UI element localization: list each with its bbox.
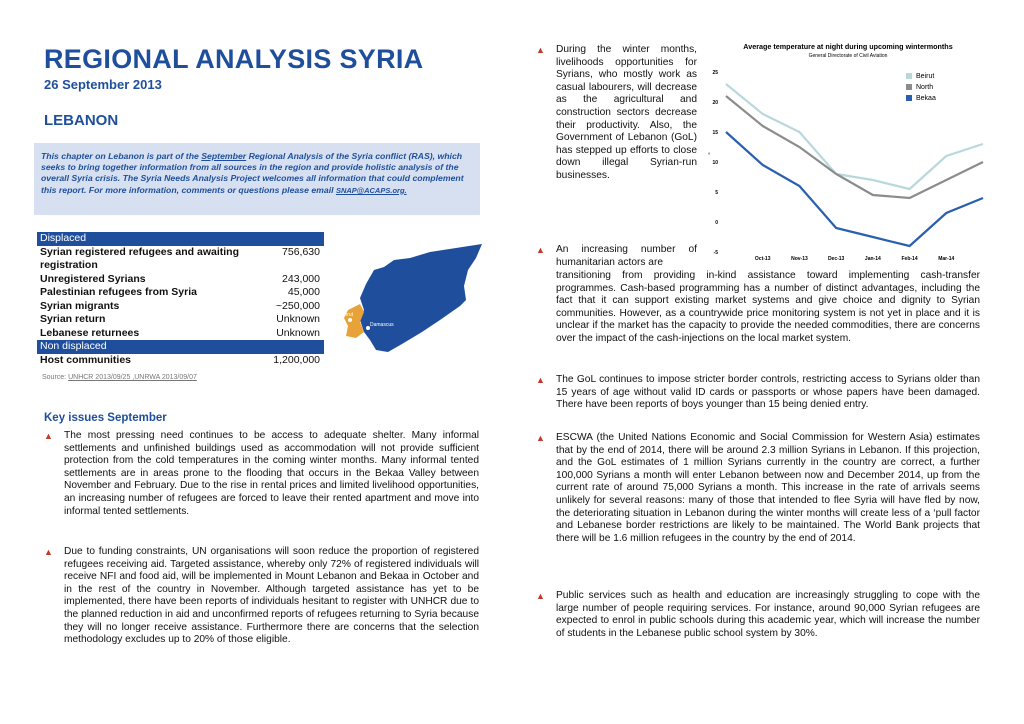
x-tick-label: Mar-14 xyxy=(938,256,955,262)
table-source xyxy=(42,372,197,381)
bullet-text: An increasing number of humanitarian actors are xyxy=(556,244,697,268)
list-item xyxy=(536,244,697,269)
chart-title: Average temperature at night during upcoming wintermonths xyxy=(743,42,953,51)
row-value: 243,000 xyxy=(282,272,320,285)
series-line-bekaa xyxy=(726,132,983,246)
row-label: Syrian return xyxy=(40,313,106,325)
y-tick-label: -5 xyxy=(713,250,718,256)
series-line-north xyxy=(726,96,983,198)
list-item xyxy=(44,546,479,647)
y-tick-label: 25 xyxy=(712,70,718,76)
bullet-text: transitioning from providing in-kind assistance toward implementing cash-transfer programmes. Cash-based programming has a number of distinct advantages, including the fact that it can support existing market systems and give choice and dignity to Syrian communities. However, as a countrywide price monitoring system is not yet in place and it is unclear if the market has the capacity to provide the needed commodities, there are concerns over the impact of the cash-injections on the local market system. xyxy=(556,270,980,344)
row-value: Unknown xyxy=(276,313,320,325)
legend-label: Beirut xyxy=(916,73,935,80)
bullet-text: Due to funding constraints, UN organisations will soon reduce the proportion of registered refugees receiving aid. Targeted assistance, whereby only 72% of registered individuals will receive NFI and food aid, will be implemented in Mount Lebanon and Bekaa in October and in the rest of the country in November. Although targeted assistance has yet to be implemented, there have been reports of individuals hesitant to register with UNHCR due to the planned reduction in aid and unconfirmed reports of refugees returning to Syria because they will no longer receive assistance. Furthermore there are concerns that the selection methodology excludes up to 20% of those eligible. xyxy=(64,546,479,646)
intro-text-1: This chapter on Lebanon is part of the xyxy=(41,151,202,161)
y-tick-label: 20 xyxy=(712,100,718,106)
non-displaced-header-row xyxy=(37,340,324,354)
x-tick-label: Jan-14 xyxy=(864,256,881,262)
y-tick-label: 10 xyxy=(712,160,718,166)
source-prefix: Source: xyxy=(42,374,69,381)
displaced-header: Displaced xyxy=(37,232,324,246)
row-label: Palestinian refugees from Syria xyxy=(40,286,197,298)
x-tick-label: Feb-14 xyxy=(901,256,918,262)
chart-subtitle: General Directorate of Civil Aviation xyxy=(808,53,888,59)
y-tick-label: 15 xyxy=(712,130,718,136)
population-table xyxy=(37,232,324,367)
bullet-icon: ▲ xyxy=(44,431,53,441)
report-date: 26 September 2013 xyxy=(44,77,162,92)
bullet-text: During the winter months, livelihoods opportunities for Syrians, who mostly work as casual labourers, will decrease as the agricultural and construction sectors decrease their productivity. Also, the Government of Lebanon (GoL) has stepped up efforts to close down illegal Syrian-run businesses. xyxy=(556,44,697,181)
page-title: REGIONAL ANALYSIS SYRIA xyxy=(44,44,424,74)
row-label: Syrian registered refugees and awaiting registration xyxy=(40,245,239,271)
bullet-text: Public services such as health and education are increasingly struggling to cope with the large number of people requiring services. For instance, around 90,000 Syrian refugees are expected to enrol in public schools during this academic year, which will increase the number of students in the Lebanese public school system by 30%. xyxy=(556,590,980,639)
list-item xyxy=(536,432,980,545)
y-ticks xyxy=(712,70,718,256)
temperature-chart xyxy=(706,40,990,272)
table-row xyxy=(37,354,324,368)
series-lines xyxy=(726,84,983,246)
row-label: Unregistered Syrians xyxy=(40,272,146,285)
intro-box xyxy=(34,143,480,215)
table-row xyxy=(37,286,324,300)
bullet-icon: ▲ xyxy=(536,591,545,601)
september-link[interactable]: September xyxy=(201,151,247,161)
x-tick-label: Oct-13 xyxy=(754,256,771,262)
table-row xyxy=(37,327,324,341)
beirut-marker xyxy=(348,318,352,322)
displaced-header-row xyxy=(37,232,324,246)
damascus-label: Damascus xyxy=(370,322,394,328)
legend-label: North xyxy=(916,84,934,91)
row-value: 1,200,000 xyxy=(273,353,320,366)
bullet-text: The most pressing need continues to be access to adequate shelter. Many informal settlements and unfinished buildings used as accommodation will not provide sufficient protection from the cold temperatures in the coming winter months. Many informal tented settlements are in areas prone to the flooding that occurs in the Bekaa Valley between November and February. Due to the rise in rental prices and limited livelihood opportunities, an increasing number of refugees are forced to leave their rented apartment and move into informal tented settlements. xyxy=(64,430,479,517)
key-issues-heading: Key issues September xyxy=(44,412,167,424)
bullet-icon: ▲ xyxy=(536,375,545,385)
x-ticks xyxy=(755,256,955,262)
table-row xyxy=(37,313,324,327)
intro-text-2: Regional Analysis of the Syria conflict (RAS), which seeks to bring together information from all sources in the region and provide holistic analysis of the overall Syria crisis. The Syria Needs Analysis Project welcomes all information that could complement this report. For more information, comments or questions please email xyxy=(41,151,464,195)
row-value: 45,000 xyxy=(287,286,320,298)
country-heading: LEBANON xyxy=(44,112,119,129)
list-item-continued xyxy=(556,270,980,346)
list-item xyxy=(44,430,479,518)
chart-legend xyxy=(906,73,936,102)
list-item xyxy=(536,590,980,640)
row-value: 756,630 xyxy=(282,245,320,258)
series-line-beirut xyxy=(726,84,983,189)
table-row xyxy=(37,246,324,273)
row-label: Host communities xyxy=(40,353,132,366)
bullet-icon: ▲ xyxy=(536,45,545,55)
x-tick-label: Nov-13 xyxy=(791,256,808,262)
y-tick-label: 5 xyxy=(715,190,718,196)
non-displaced-header: Non displaced xyxy=(37,340,324,354)
bullet-text: ESCWA (the United Nations Economic and Social Commission for Western Asia) estimates that by the end of 2014, there will be around 2.3 million Syrians in Lebanon. If this projection, and the GoL estimates of 1 million Syrians currently in the country are correct, a further 100,000 Syrians a month will enter Lebanon between now and December 2014, up from the current rate of around 75,000 Syrians a month. This increase in the rate of arrivals seems unlikely for several reasons: many of those that intended to flee Syria will have fled by now, the deteriorating situation in Lebanon during the winter months will create less of a ‘pull factor and Lebanese border restrictions are likely to be maintained. The World Bank projects that there will be 1.6 million refugees in the country by the end of 2014. xyxy=(556,432,980,544)
y-axis-label: ° xyxy=(708,153,711,159)
row-value: ~250,000 xyxy=(275,299,320,312)
bullet-icon: ▲ xyxy=(44,547,53,557)
syria-lebanon-map xyxy=(330,240,488,370)
legend-swatch xyxy=(906,84,912,90)
legend-swatch xyxy=(906,73,912,79)
table-row xyxy=(37,273,324,287)
x-tick-label: Dec-13 xyxy=(827,256,845,262)
list-item xyxy=(536,44,697,183)
syria-shape xyxy=(360,244,482,352)
legend-swatch xyxy=(906,95,912,101)
bullet-icon: ▲ xyxy=(536,245,545,255)
bullet-icon: ▲ xyxy=(536,433,545,443)
source-links[interactable]: UNHCR 2013/09/25 ,UNRWA 2013/09/07 xyxy=(68,374,197,381)
bullet-text: The GoL continues to impose stricter border controls, restricting access to Syrians older than 15 years of age without valid ID cards or passports or whose papers have been damaged. There have been reports of boys younger than 15 being denied entry. xyxy=(556,374,980,411)
table-row xyxy=(37,300,324,314)
list-item xyxy=(536,374,980,412)
beirut-label: Beirut xyxy=(340,312,354,318)
row-label: Syrian migrants xyxy=(40,299,120,312)
y-tick-label: 0 xyxy=(715,220,718,226)
row-label: Lebanese returnees xyxy=(40,326,140,339)
legend-label: Bekaa xyxy=(916,95,936,102)
email-link[interactable]: SNAP@ACAPS.org. xyxy=(335,185,407,195)
row-value: Unknown xyxy=(276,326,320,339)
